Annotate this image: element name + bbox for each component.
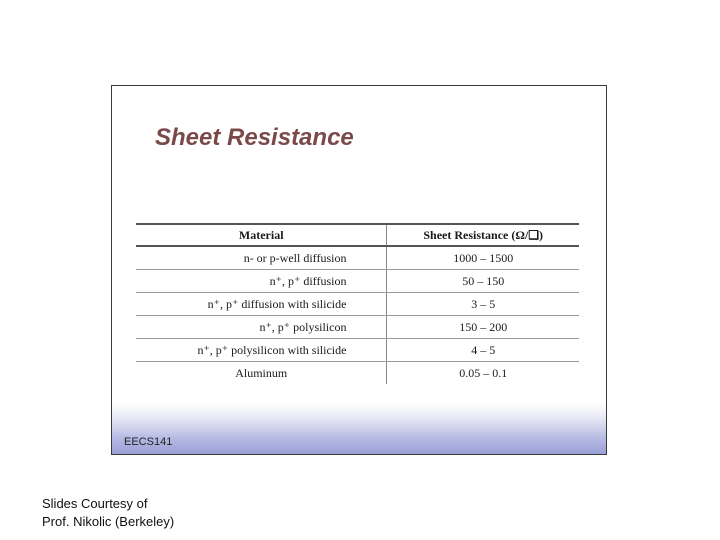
credit-line-1: Slides Courtesy of [42, 496, 148, 511]
table-row [136, 293, 579, 316]
material-cell: n⁺, p⁺ polysilicon with silicide [136, 339, 387, 362]
resistance-cell: 4 – 5 [387, 339, 579, 362]
resistance-cell: 0.05 – 0.1 [459, 365, 508, 380]
resistance-cell: 150 – 200 [387, 316, 579, 339]
material-cell: n⁺, p⁺ diffusion with silicide [136, 293, 387, 316]
course-footer: EECS141 [124, 436, 173, 448]
material-cell: n⁺, p⁺ diffusion [136, 270, 387, 293]
slide [111, 85, 607, 455]
table-row [136, 339, 579, 362]
slide-title: Sheet Resistance [155, 124, 354, 151]
table-row [136, 316, 579, 339]
credit-line-2: Prof. Nikolic (Berkeley) [42, 514, 175, 529]
table-header-row [136, 224, 579, 246]
resistance-cell: 3 – 5 [387, 293, 579, 316]
material-cell: n- or p-well diffusion [136, 246, 387, 270]
sheet-resistance-table [136, 223, 579, 384]
header-material: Material [136, 224, 387, 246]
resistance-cell: 50 – 150 [387, 270, 579, 293]
table-row [136, 270, 579, 293]
table-row [136, 362, 579, 385]
material-cell: n⁺, p⁺ polysilicon [136, 316, 387, 339]
slide-credit [42, 495, 174, 531]
header-sheet-resistance: Sheet Resistance (Ω/❑) [423, 227, 544, 242]
material-cell: Aluminum [136, 362, 387, 385]
resistance-cell: 1000 – 1500 [387, 246, 579, 270]
table-row [136, 246, 579, 270]
